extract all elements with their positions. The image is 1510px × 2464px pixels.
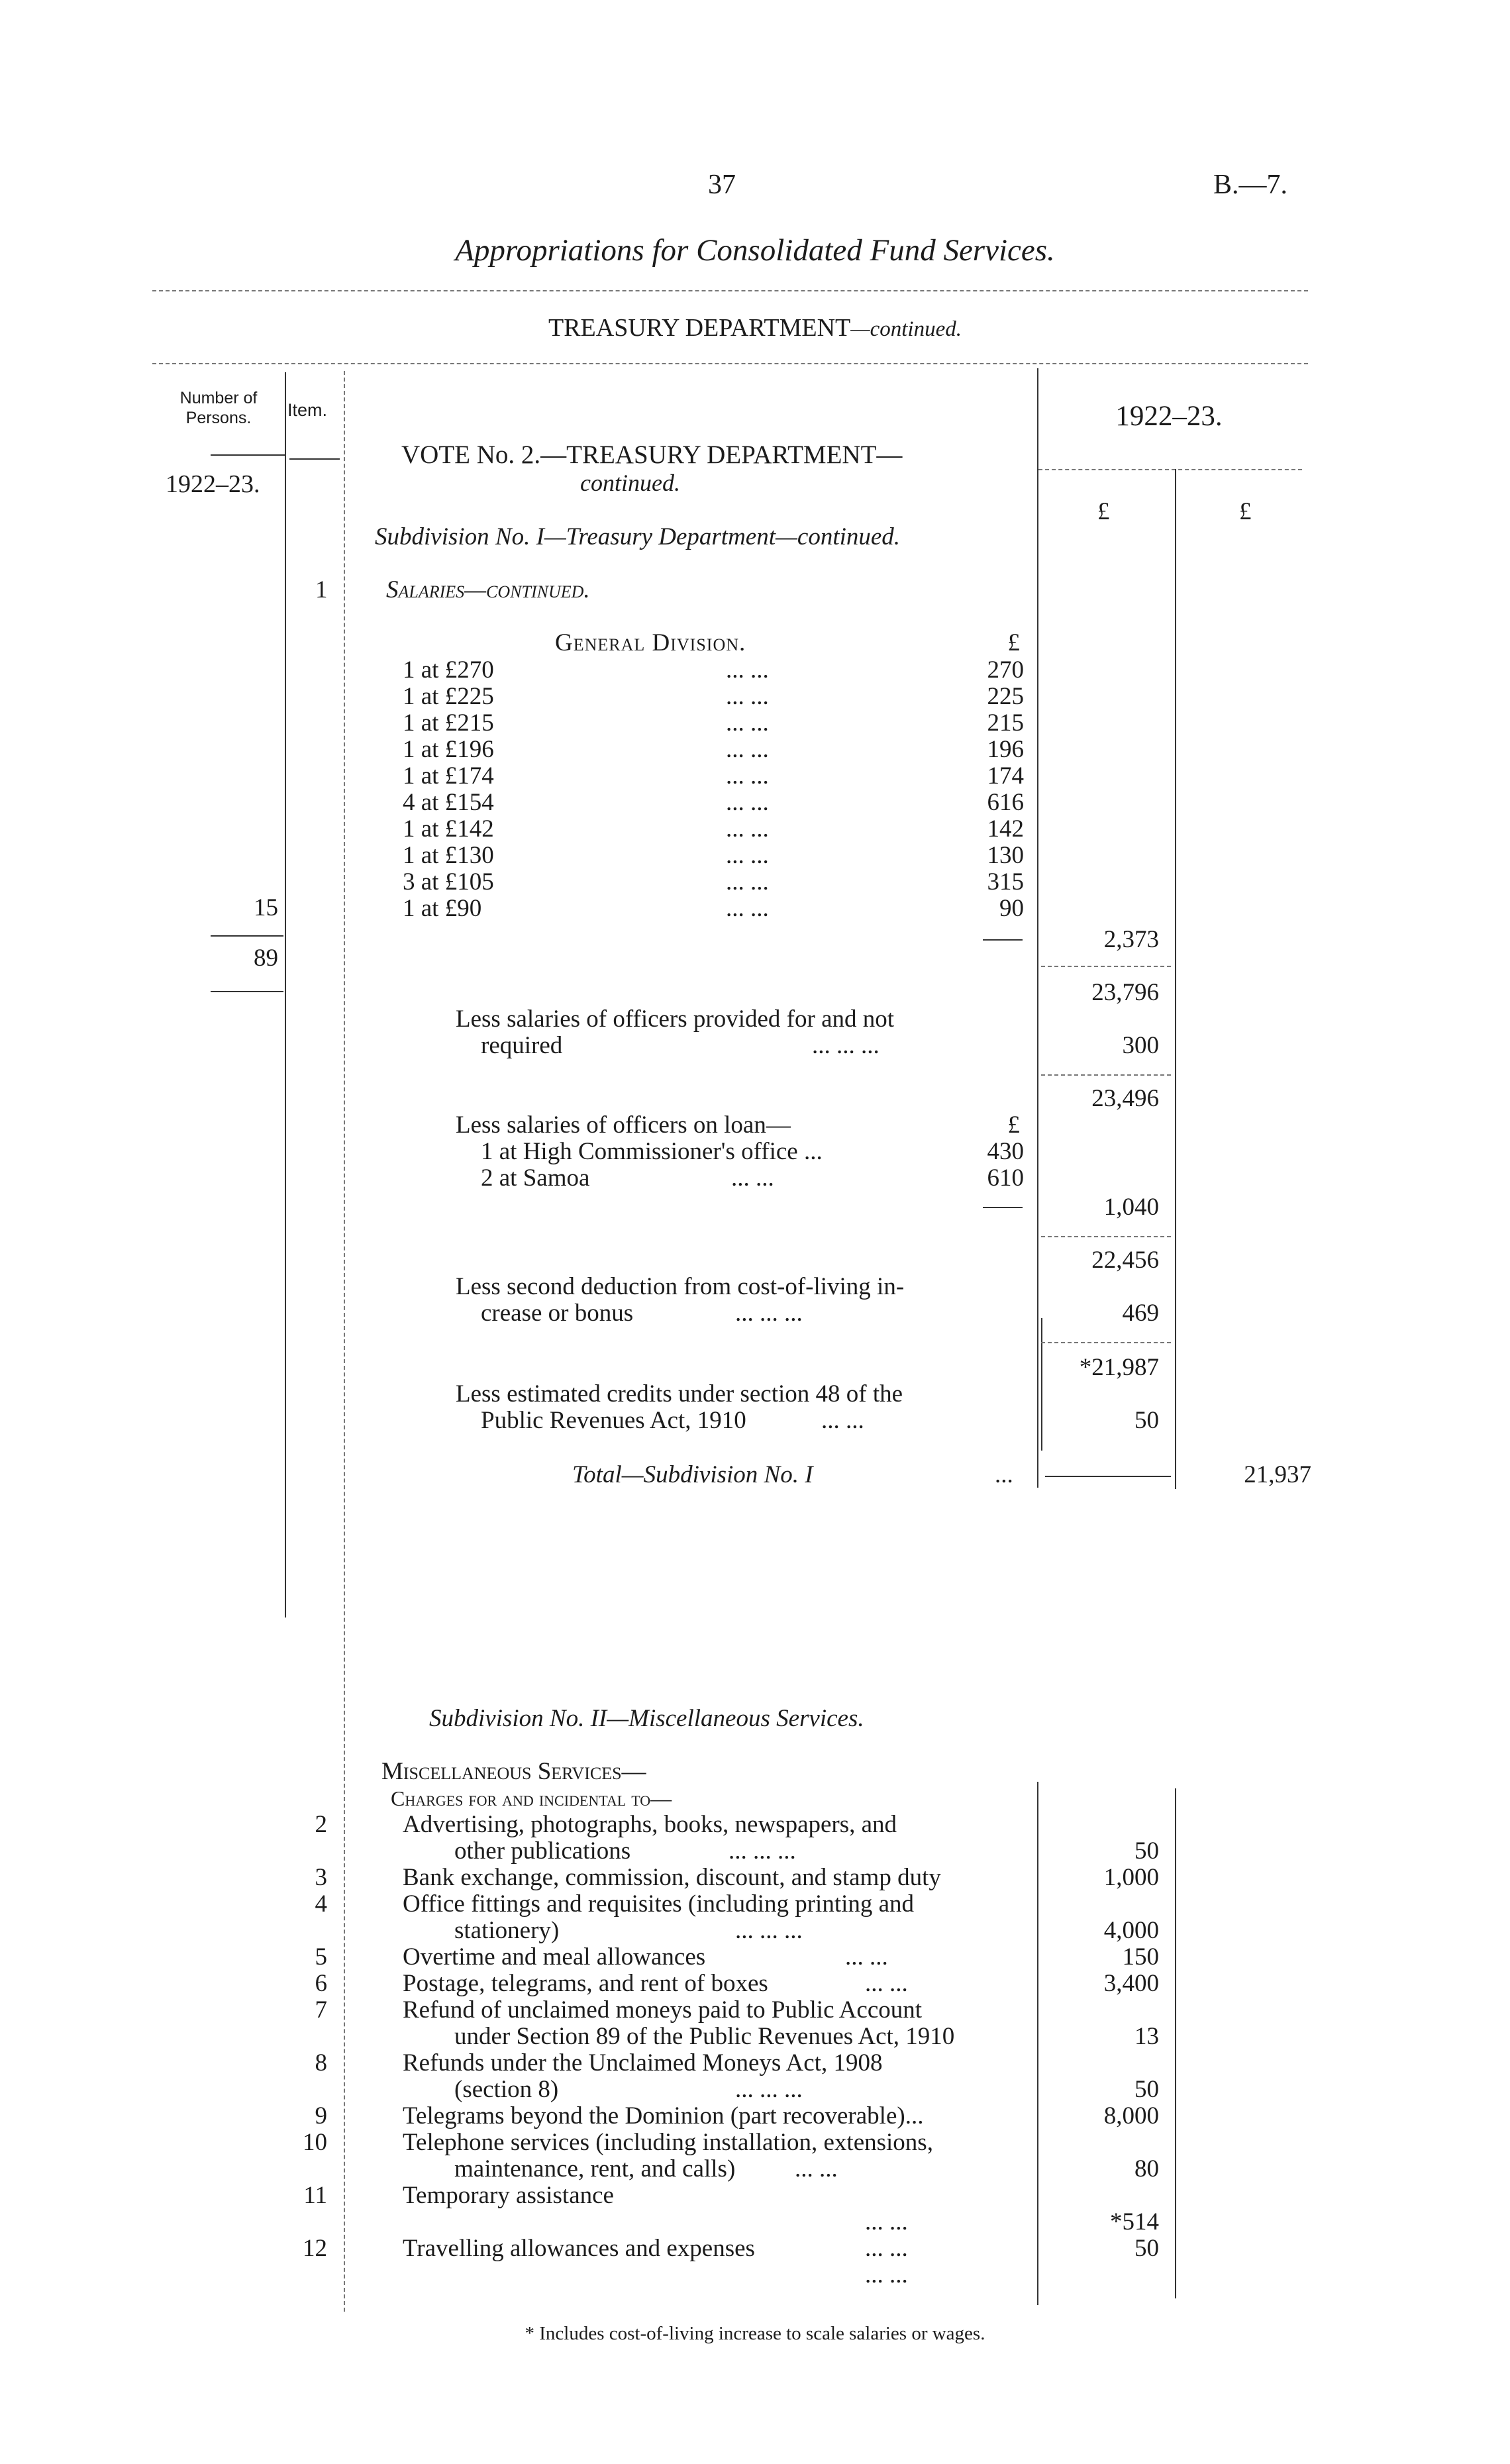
item-line: Travelling allowances and expenses bbox=[403, 2235, 755, 2262]
salary-label: 1 at £90 bbox=[403, 895, 482, 922]
item-line: Office fittings and requisites (including printing and bbox=[403, 1890, 915, 1918]
column-rule-desc-amount bbox=[1037, 368, 1038, 1488]
salary-label: 1 at £196 bbox=[403, 736, 494, 763]
item-line: Postage, telegrams, and rent of boxes bbox=[403, 1970, 768, 1997]
less-credits-amount: 50 bbox=[1134, 1407, 1159, 1434]
column-rule-persons-item bbox=[285, 372, 286, 1617]
subdivision-1-heading: Subdivision No. I—Treasury Department—continued. bbox=[375, 523, 901, 550]
item-amount: *514 bbox=[1110, 2208, 1159, 2235]
item-number: 8 bbox=[315, 2049, 327, 2077]
salary-label: 4 at £154 bbox=[403, 789, 494, 816]
item-amount: 50 bbox=[1134, 1837, 1159, 1865]
item-number: 12 bbox=[303, 2235, 327, 2262]
leader-dots: ... ... ... bbox=[735, 2076, 803, 2103]
charges-heading: Charges for and incidental to— bbox=[391, 1786, 672, 1810]
misc-services-heading: Miscellaneous Services— bbox=[381, 1758, 646, 1785]
amount-header-rule bbox=[1038, 469, 1302, 470]
item-line: maintenance, rent, and calls) bbox=[454, 2155, 736, 2182]
page-title: Appropriations for Consolidated Fund Services. bbox=[455, 233, 1055, 268]
less-on-loan-heading: Less salaries of officers on loan— bbox=[456, 1111, 791, 1139]
vote-title: VOTE No. 2.—TREASURY DEPARTMENT— bbox=[401, 440, 903, 469]
item-amount: 4,000 bbox=[1103, 1917, 1159, 1944]
total-a: 23,796 bbox=[1091, 979, 1159, 1006]
column-rule-double bbox=[1041, 1318, 1042, 1451]
less-on-loan-pound: £ bbox=[1007, 1111, 1020, 1139]
item-number: 7 bbox=[315, 1996, 327, 2024]
leader-dots: ... ... bbox=[726, 736, 769, 763]
item-number: 4 bbox=[315, 1890, 327, 1918]
leader-dots: ... ... ... bbox=[729, 1837, 796, 1865]
salary-amount: 142 bbox=[987, 815, 1024, 843]
total-c: 22,456 bbox=[1091, 1247, 1159, 1274]
rule-c bbox=[1041, 1236, 1171, 1237]
subdivision-1-grand-total: 21,937 bbox=[1244, 1461, 1311, 1488]
vote-title-continued: continued. bbox=[580, 470, 680, 496]
leader-dots: ... ... bbox=[865, 2208, 908, 2235]
salary-label: 1 at £142 bbox=[403, 815, 494, 843]
item-amount: 80 bbox=[1134, 2155, 1159, 2182]
column-rule-desc-amount-lower bbox=[1037, 1782, 1038, 2305]
leader-dots: ... ... ... bbox=[735, 1300, 803, 1327]
pound-column-b: £ bbox=[1239, 498, 1252, 525]
loan-sum-rule bbox=[983, 1207, 1023, 1208]
leader-dots: ... ... bbox=[821, 1407, 864, 1434]
rule-b bbox=[1041, 1074, 1171, 1076]
subdivision-1-total-label: Total—Subdivision No. I bbox=[572, 1461, 813, 1488]
leader-dots: ... ... bbox=[726, 762, 769, 790]
salary-amount: 270 bbox=[987, 656, 1024, 684]
item-header-rule bbox=[289, 458, 340, 460]
item-line: Refund of unclaimed moneys paid to Public Account bbox=[403, 1996, 923, 2024]
item-number: 11 bbox=[303, 2182, 327, 2209]
salary-amount: 215 bbox=[987, 709, 1024, 737]
item-number-1: 1 bbox=[315, 576, 328, 603]
loan-row-samoa: 2 at Samoa bbox=[481, 1164, 590, 1192]
total-b: 23,496 bbox=[1091, 1085, 1159, 1112]
table-top-rule bbox=[152, 363, 1308, 364]
leader-dots: ... ... bbox=[865, 1970, 908, 1997]
less-credits-line1: Less estimated credits under section 48 of the bbox=[456, 1380, 903, 1408]
less-credits-line2: Public Revenues Act, 1910 bbox=[481, 1407, 746, 1434]
loan-row-high-commissioner-amount: 430 bbox=[987, 1138, 1024, 1165]
general-division-heading: General Division. bbox=[555, 629, 746, 656]
leader-dots: ... ... bbox=[865, 2261, 908, 2288]
page-number: 37 bbox=[708, 170, 736, 200]
department-name: TREASURY DEPARTMENT bbox=[548, 314, 851, 342]
less-second-deduction-line1: Less second deduction from cost-of-living in- bbox=[456, 1273, 905, 1300]
column-rule-amount-split-lower bbox=[1175, 1788, 1176, 2298]
persons-year: 1922–23. bbox=[166, 470, 260, 498]
persons-column-header: Number of Persons. bbox=[179, 389, 258, 427]
item-line: (section 8) bbox=[454, 2076, 559, 2103]
item-number: 2 bbox=[315, 1811, 327, 1838]
leader-dots: ... ... bbox=[726, 868, 769, 896]
leader-dots: ... ... bbox=[795, 2155, 838, 2182]
salary-amount: 90 bbox=[999, 895, 1024, 922]
salary-label: 1 at £215 bbox=[403, 709, 494, 737]
item-number: 9 bbox=[315, 2102, 327, 2130]
salary-amount: 315 bbox=[987, 868, 1024, 896]
less-not-required-amount: 300 bbox=[1122, 1032, 1159, 1059]
item-line: Temporary assistance bbox=[403, 2182, 614, 2209]
leader-dots: ... ... bbox=[865, 2235, 908, 2262]
item-amount: 1,000 bbox=[1103, 1864, 1159, 1891]
pound-column-a: £ bbox=[1097, 498, 1110, 525]
column-rule-item-desc bbox=[344, 371, 345, 2312]
item-number: 6 bbox=[315, 1970, 327, 1997]
item-line: Telegrams beyond the Dominion (part recoverable)... bbox=[403, 2102, 924, 2130]
department-heading bbox=[371, 314, 1139, 343]
salary-label: 3 at £105 bbox=[403, 868, 494, 896]
salary-label: 1 at £174 bbox=[403, 762, 494, 790]
salary-sum-rule bbox=[983, 939, 1023, 941]
leader-dots: ... ... ... bbox=[812, 1032, 880, 1059]
item-number: 3 bbox=[315, 1864, 327, 1891]
salary-amount: 225 bbox=[987, 683, 1024, 710]
item-column-header: Item. bbox=[287, 400, 328, 420]
salary-amount: 196 bbox=[987, 736, 1024, 763]
salary-label: 1 at £130 bbox=[403, 842, 494, 869]
item-amount: 3,400 bbox=[1103, 1970, 1159, 1997]
leader-dots: ... ... bbox=[726, 815, 769, 843]
less-not-required-line2: required bbox=[481, 1032, 563, 1059]
item-amount: 150 bbox=[1122, 1943, 1159, 1971]
leader-dots: ... ... bbox=[731, 1164, 774, 1192]
persons-subtotal: 15 bbox=[254, 894, 278, 921]
item-line: Advertising, photographs, books, newspapers, and bbox=[403, 1811, 897, 1838]
salaries-subtotal: 2,373 bbox=[1103, 926, 1159, 953]
leader-dots: ... bbox=[995, 1461, 1013, 1488]
item-line: Bank exchange, commission, discount, and stamp duty bbox=[403, 1864, 941, 1891]
leader-dots: ... ... bbox=[726, 656, 769, 684]
salary-label: 1 at £270 bbox=[403, 656, 494, 684]
rule-d bbox=[1041, 1342, 1171, 1343]
less-second-deduction-amount: 469 bbox=[1122, 1300, 1159, 1327]
total-d: *21,987 bbox=[1079, 1354, 1159, 1381]
salaries-heading: Salaries—continued. bbox=[386, 576, 590, 603]
persons-total-rule bbox=[211, 991, 283, 992]
persons-subtotal-rule bbox=[211, 935, 283, 937]
item-number: 5 bbox=[315, 1943, 327, 1971]
item-line: Overtime and meal allowances bbox=[403, 1943, 706, 1971]
loan-row-samoa-amount: 610 bbox=[987, 1164, 1024, 1192]
item-line: Telephone services (including installation, extensions, bbox=[403, 2129, 933, 2156]
header-rule bbox=[152, 290, 1308, 291]
subtotal-rule bbox=[1041, 966, 1171, 967]
less-on-loan-total: 1,040 bbox=[1103, 1194, 1159, 1221]
general-division-pound: £ bbox=[1007, 629, 1020, 656]
item-amount: 50 bbox=[1134, 2235, 1159, 2262]
item-amount: 13 bbox=[1134, 2023, 1159, 2050]
item-line: other publications bbox=[454, 1837, 631, 1865]
document-reference: B.—7. bbox=[1213, 170, 1288, 200]
salary-amount: 616 bbox=[987, 789, 1024, 816]
persons-total: 89 bbox=[254, 945, 278, 972]
column-rule-amount-split bbox=[1175, 469, 1176, 1489]
leader-dots: ... ... bbox=[726, 683, 769, 710]
item-line: under Section 89 of the Public Revenues Act, 1910 bbox=[454, 2023, 955, 2050]
less-not-required-line1: Less salaries of officers provided for and not bbox=[456, 1005, 895, 1033]
item-amount: 50 bbox=[1134, 2076, 1159, 2103]
loan-row-high-commissioner: 1 at High Commissioner's office ... bbox=[481, 1138, 823, 1165]
item-number: 10 bbox=[303, 2129, 327, 2156]
amount-year: 1922–23. bbox=[1115, 401, 1223, 432]
salary-amount: 174 bbox=[987, 762, 1024, 790]
leader-dots: ... ... ... bbox=[735, 1917, 803, 1944]
salary-label: 1 at £225 bbox=[403, 683, 494, 710]
department-continued: —continued. bbox=[850, 317, 962, 341]
item-amount: 8,000 bbox=[1103, 2102, 1159, 2130]
salary-amount: 130 bbox=[987, 842, 1024, 869]
subdivision-2-heading: Subdivision No. II—Miscellaneous Services. bbox=[429, 1705, 864, 1732]
leader-dots: ... ... bbox=[845, 1943, 888, 1971]
leader-dots: ... ... bbox=[726, 895, 769, 922]
footnote: * Includes cost-of-living increase to scale salaries or wages. bbox=[525, 2323, 985, 2344]
item-line: Refunds under the Unclaimed Moneys Act, 1908 bbox=[403, 2049, 883, 2077]
leader-dots: ... ... bbox=[726, 709, 769, 737]
item-line: stationery) bbox=[454, 1917, 560, 1944]
leader-dots: ... ... bbox=[726, 842, 769, 869]
total-rule bbox=[1045, 1476, 1171, 1477]
leader-dots: ... ... bbox=[726, 789, 769, 816]
less-second-deduction-line2: crease or bonus bbox=[481, 1300, 634, 1327]
persons-header-rule bbox=[211, 454, 285, 456]
